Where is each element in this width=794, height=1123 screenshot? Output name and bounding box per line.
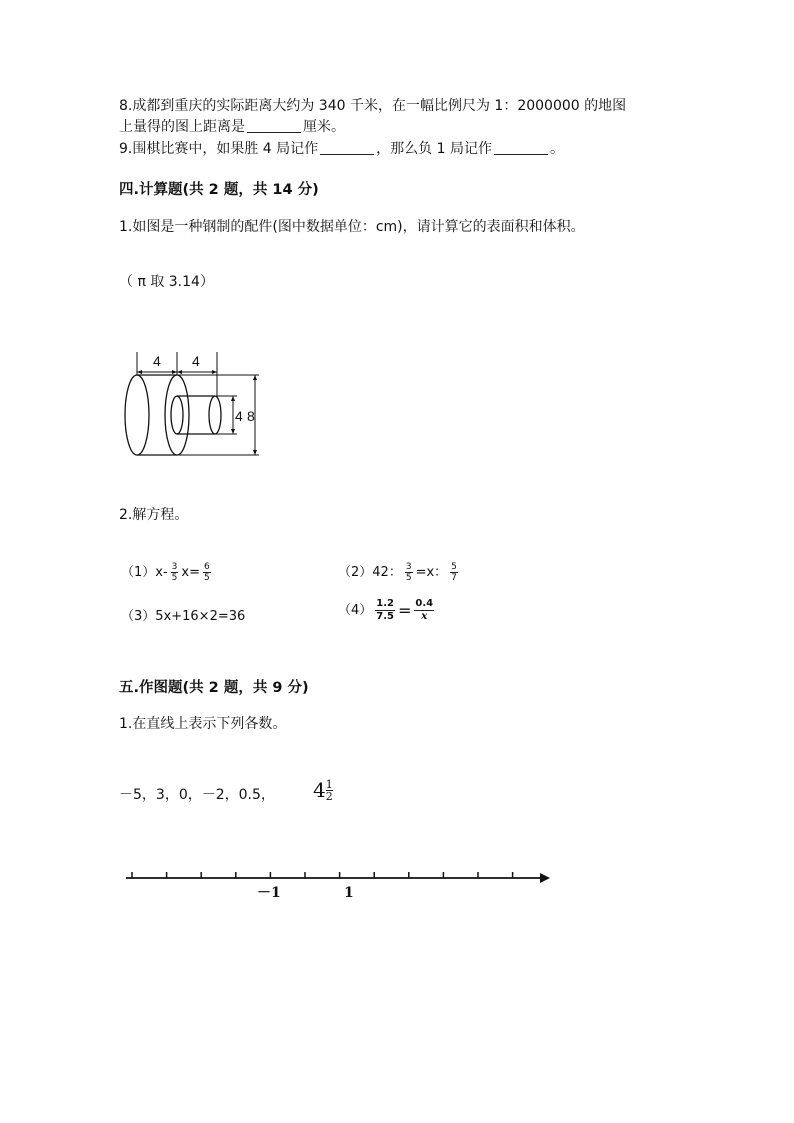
- fraction-0.4-x: $\frac{0.4}{x}$: [415, 598, 434, 622]
- section-4-question-2: 2.解方程。: [119, 507, 189, 523]
- mixed-number-fraction: $\frac{1}{2}$: [325, 777, 333, 803]
- fraction-3-5: $\frac{3}{5}$: [405, 562, 412, 583]
- section-4-heading: 四.计算题(共 2 题，共 14 分): [119, 182, 319, 198]
- question-9-suffix: 。: [549, 141, 564, 157]
- axis-label-one: 1: [344, 885, 354, 901]
- equation-4-label: （4）: [338, 603, 373, 618]
- dimension-label-top-right: 4: [192, 353, 200, 369]
- number-line-arrow: [540, 873, 550, 883]
- fraction-1.2-7.5: $\frac{1.2}{7.5}$: [376, 598, 394, 622]
- dimension-label-inner-diameter: 4: [235, 408, 243, 424]
- equation-1-label: （1）: [121, 565, 156, 580]
- fraction-3-5: $\frac{3}{5}$: [171, 562, 178, 583]
- fraction-5-7: $\frac{5}{7}$: [451, 562, 457, 583]
- section-5-heading: 五.作图题(共 2 题，共 9 分): [119, 680, 309, 696]
- numbers-list: －5，3，0，－2，0.5，: [119, 787, 275, 803]
- question-9-prefix: 9.围棋比赛中，如果胜 4 局记作: [119, 141, 319, 157]
- mixed-number: [313, 778, 333, 802]
- question-8-line-1: 8.成都到重庆的实际距离大约为 340 千米，在一幅比例尺为 1：2000000 的地图: [119, 98, 627, 114]
- equation-2: [338, 561, 461, 583]
- section-5-question-1: 1.在直线上表示下列各数。: [119, 716, 287, 732]
- equation-1: [121, 561, 214, 583]
- mixed-number-whole: 4: [313, 778, 326, 802]
- equation-2-label: （2）: [338, 565, 373, 580]
- answer-blank-q9-b[interactable]: [494, 140, 548, 155]
- answer-blank-q9-a[interactable]: [320, 140, 374, 155]
- axis-label-minus-one: －1: [257, 885, 281, 901]
- question-8-prefix: 上量得的图上距离是: [119, 119, 245, 135]
- equals-sign: =: [398, 601, 412, 620]
- equation-3: [121, 605, 245, 624]
- question-8-suffix: 厘米。: [303, 119, 345, 135]
- question-8-line-2: [119, 117, 345, 137]
- equation-2-left: 42：: [372, 565, 402, 580]
- equation-4: [338, 598, 437, 623]
- dimension-label-top-left: 4: [153, 353, 161, 369]
- steel-part-figure: [117, 344, 267, 460]
- dimension-label-outer-diameter: 8: [247, 408, 255, 424]
- equation-3-body: 5x+16×2=36: [155, 609, 246, 624]
- inner-cylinder-front-face: [209, 396, 221, 434]
- equation-2-middle: =x：: [415, 565, 448, 580]
- number-line[interactable]: [120, 862, 554, 902]
- outer-cylinder-back-face: [125, 375, 149, 455]
- pi-note: （ π 取 3.14）: [119, 274, 214, 290]
- answer-blank-q8[interactable]: [247, 118, 301, 133]
- equation-3-label: （3）: [121, 609, 156, 624]
- question-9-middle: ，那么负 1 局记作: [376, 141, 492, 157]
- section-4-question-1: 1.如图是一种钢制的配件(图中数据单位：cm)，请计算它的表面积和体积。: [119, 219, 585, 235]
- equation-1-middle: x=: [181, 565, 200, 580]
- question-9: [119, 139, 564, 159]
- fraction-6-5: $\frac{6}{5}$: [204, 562, 210, 583]
- equation-1-left: x-: [155, 565, 168, 580]
